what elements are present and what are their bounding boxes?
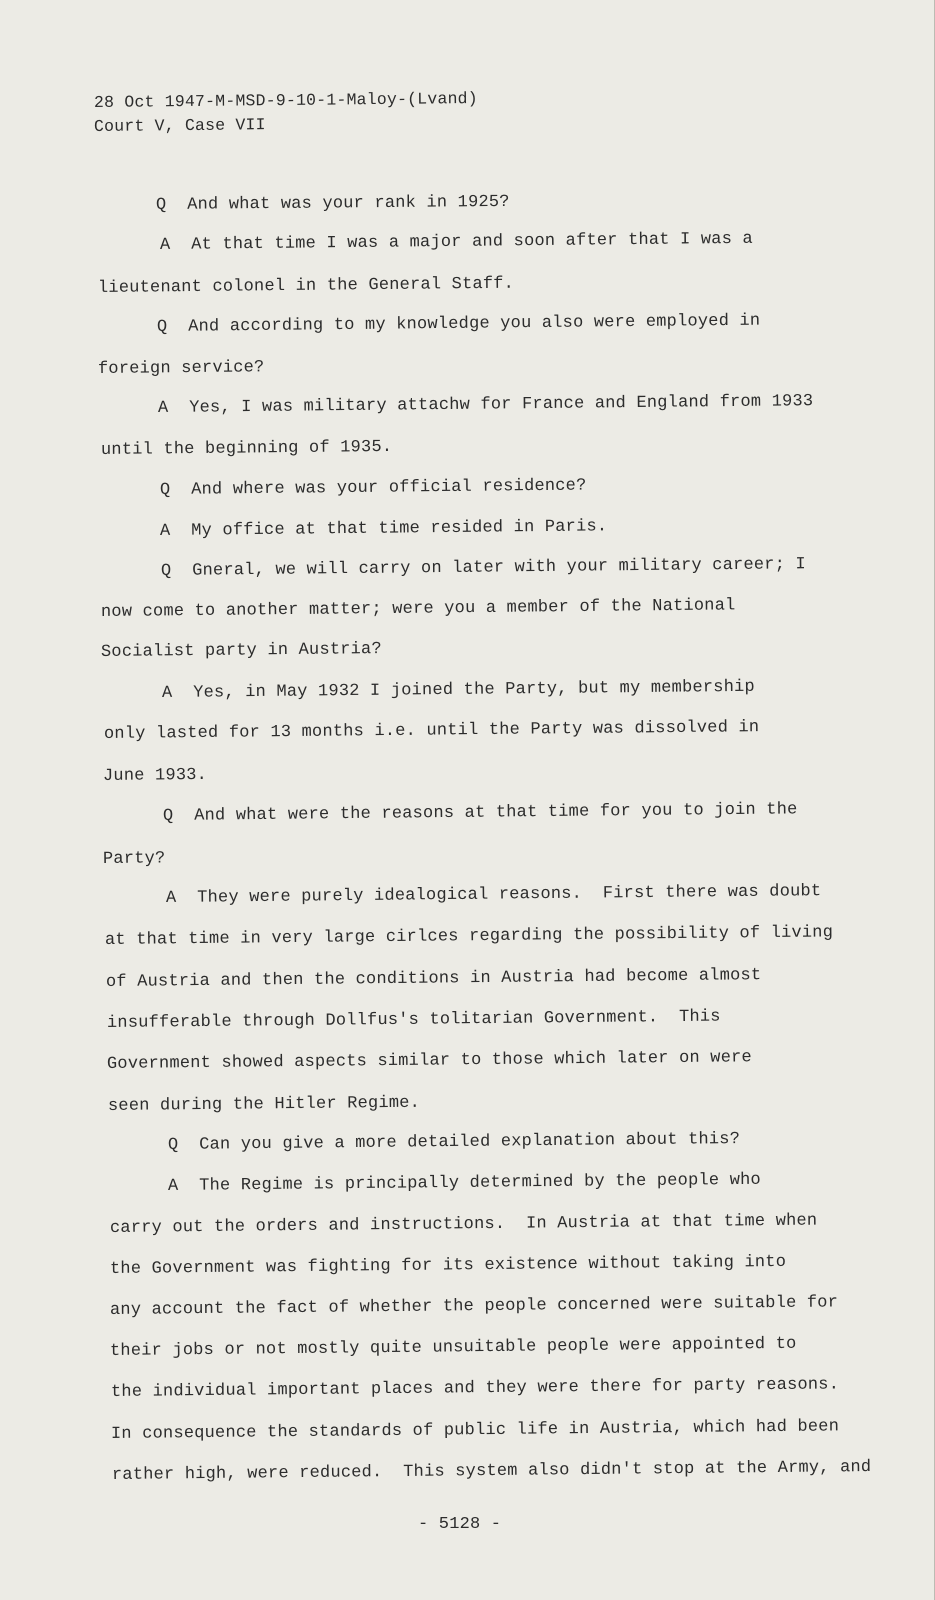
- text-line: Q And what was your rank in 1925?: [155, 192, 510, 215]
- text-line: June 1933.: [102, 765, 208, 786]
- text-line: Q And according to my knowledge you also were employed in: [156, 311, 761, 337]
- text-line: Q And what were the reasons at that time for you to join the: [162, 800, 798, 826]
- page-number: - 5128 -: [418, 1515, 502, 1534]
- text-line: only lasted for 13 months i.e. until the Party was dissolved in: [103, 718, 760, 744]
- text-line: rather high, were reduced. This system also didn't stop at the Army, and: [111, 1458, 872, 1485]
- text-line: Government showed aspects similar to those which later on were: [106, 1048, 752, 1074]
- text-line: A Yes, in May 1932 I joined the Party, but my membership: [161, 677, 755, 703]
- text-line: insufferable through Dollfus's tolitarian Government. This: [106, 1007, 721, 1033]
- text-line: Party?: [102, 849, 166, 869]
- text-line: Q Gneral, we will carry on later with your military career; I: [160, 555, 806, 581]
- text-line: their jobs or not mostly quite unsuitable people were appointed to: [109, 1334, 797, 1361]
- text-line: Socialist party in Austria?: [100, 640, 382, 662]
- header-court-line: Court V, Case VII: [93, 115, 266, 136]
- text-line: seen during the Hitler Regime.: [107, 1093, 421, 1116]
- text-line: lieutenant colonel in the General Staff.: [97, 274, 515, 298]
- text-line: carry out the orders and instructions. In Austria at that time when: [109, 1211, 818, 1238]
- text-line: Q And where was your official residence?: [159, 476, 587, 500]
- text-line: In consequence the standards of public life in Austria, which had been: [110, 1417, 840, 1444]
- text-line: A The Regime is principally determined by the people who: [167, 1170, 761, 1196]
- text-line: foreign service?: [97, 358, 265, 379]
- text-line: A Yes, I was military attachw for France and England from 1933: [157, 392, 814, 418]
- header-date-line: 28 Oct 1947-M-MSD-9-10-1-Maloy-(Lvand): [93, 88, 478, 112]
- text-line: at that time in very large cirlces regarding the possibility of living: [104, 923, 834, 950]
- text-line: now come to another matter; were you a member of the National: [100, 596, 736, 622]
- text-line: A At that time I was a major and soon after that I was a: [159, 229, 753, 255]
- text-line: A They were purely idealogical reasons. First there was doubt: [165, 882, 822, 908]
- text-line: A My office at that time resided in Paris.: [159, 517, 608, 541]
- text-line: of Austria and then the conditions in Austria had become almost: [105, 966, 762, 992]
- text-line: the individual important places and they were there for party reasons.: [110, 1375, 840, 1402]
- text-line: any account the fact of whether the people concerned were suitable for: [109, 1293, 839, 1320]
- text-line: the Government was fighting for its existence without taking into: [109, 1252, 787, 1279]
- text-line: Q Can you give a more detailed explanation about this?: [167, 1130, 741, 1155]
- text-line: until the beginning of 1935.: [100, 437, 393, 460]
